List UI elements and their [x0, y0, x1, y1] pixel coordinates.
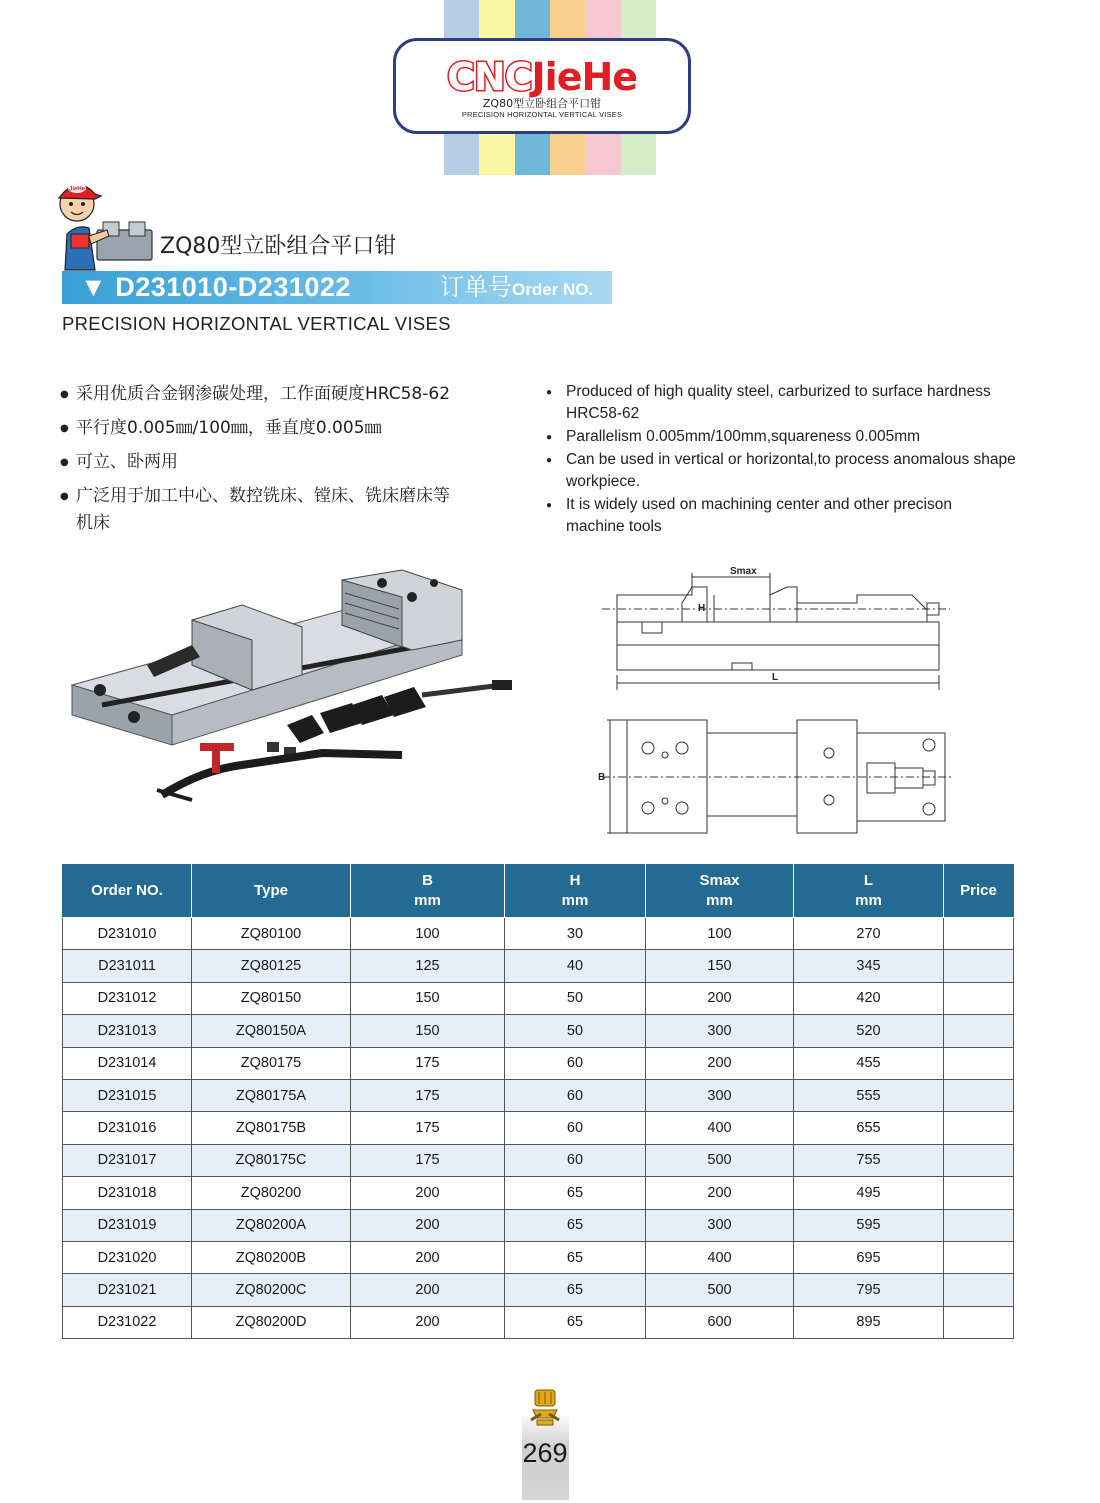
table-cell: 400	[646, 1112, 794, 1144]
table-cell: ZQ80125	[192, 950, 351, 982]
order-number-bar	[62, 271, 612, 304]
table-cell: 175	[351, 1047, 505, 1079]
table-cell: ZQ80200	[192, 1177, 351, 1209]
table-cell: 175	[351, 1144, 505, 1176]
table-cell: 65	[505, 1241, 646, 1273]
table-cell: ZQ80200D	[192, 1306, 351, 1338]
table-cell: 30	[505, 918, 646, 950]
table-cell: 520	[794, 1015, 944, 1047]
table-cell: 65	[505, 1209, 646, 1241]
table-cell	[944, 1047, 1014, 1079]
header-type: Type	[192, 865, 351, 918]
table-cell: 300	[646, 1079, 794, 1111]
table-cell: 300	[646, 1209, 794, 1241]
table-cell: 125	[351, 950, 505, 982]
table-cell: 200	[351, 1209, 505, 1241]
table-cell: 400	[646, 1241, 794, 1273]
table-row	[63, 1306, 1014, 1338]
table-cell	[944, 950, 1014, 982]
table-cell: 755	[794, 1144, 944, 1176]
order-label	[440, 271, 593, 307]
table-cell: 200	[351, 1177, 505, 1209]
table-cell: 175	[351, 1112, 505, 1144]
table-cell: 595	[794, 1209, 944, 1241]
table-cell	[944, 1015, 1014, 1047]
table-cell: ZQ80200B	[192, 1241, 351, 1273]
table-cell: ZQ80200C	[192, 1274, 351, 1306]
table-row	[63, 1079, 1014, 1111]
table-cell: D231022	[63, 1306, 192, 1338]
table-cell: 455	[794, 1047, 944, 1079]
table-header-row	[63, 865, 1014, 918]
header-l: L mm	[794, 865, 944, 918]
product-title-cn: ZQ80型立卧组合平口钳	[160, 234, 397, 259]
svg-text:JieHe: JieHe	[68, 186, 86, 193]
feature-en-item: ● Can be used in vertical or horizontal,to process anomalous shape workpiece.	[546, 449, 1046, 493]
brand-logo	[393, 38, 691, 134]
table-cell	[944, 1112, 1014, 1144]
table-cell: 100	[351, 918, 505, 950]
table-cell: 60	[505, 1079, 646, 1111]
table-cell: ZQ80150	[192, 982, 351, 1014]
table-row	[63, 1274, 1014, 1306]
table-cell: ZQ80175B	[192, 1112, 351, 1144]
table-cell: 500	[646, 1144, 794, 1176]
trophy-icon	[527, 1388, 563, 1428]
table-cell: 495	[794, 1177, 944, 1209]
smax-label: Smax	[730, 566, 757, 577]
feature-cn-item: ● 平行度0.005㎜/100㎜，垂直度0.005㎜	[60, 415, 520, 442]
table-cell: D231020	[63, 1241, 192, 1273]
order-label-en: Order NO.	[512, 280, 594, 299]
table-cell	[944, 1177, 1014, 1209]
table-cell	[944, 1274, 1014, 1306]
feature-cn-item: ● 可立、卧两用	[60, 449, 520, 476]
table-cell: ZQ80175C	[192, 1144, 351, 1176]
table-cell	[944, 1209, 1014, 1241]
table-cell: 65	[505, 1274, 646, 1306]
table-cell: 200	[646, 1177, 794, 1209]
feature-en-item: ● Parallelism 0.005mm/100mm,squareness 0.005mm	[546, 426, 1046, 448]
table-cell: ZQ80175	[192, 1047, 351, 1079]
table-cell: D231017	[63, 1144, 192, 1176]
feature-cn-item: ● 广泛用于加工中心、数控铣床、镗床、铣床磨床等机床	[60, 483, 456, 537]
table-cell: 65	[505, 1306, 646, 1338]
h-label: H	[698, 603, 706, 614]
table-cell: 270	[794, 918, 944, 950]
table-cell	[944, 1306, 1014, 1338]
table-cell: 200	[646, 1047, 794, 1079]
table-cell: D231021	[63, 1274, 192, 1306]
table-cell: 500	[646, 1274, 794, 1306]
table-cell: D231018	[63, 1177, 192, 1209]
b-label: B	[598, 772, 606, 783]
feature-en-item: ● Produced of high quality steel, carburized to surface hardness HRC58-62	[546, 381, 1016, 425]
table-row	[63, 918, 1014, 950]
table-cell: 200	[351, 1241, 505, 1273]
table-cell: 150	[351, 1015, 505, 1047]
table-row	[63, 1015, 1014, 1047]
table-cell: 200	[351, 1306, 505, 1338]
table-cell: 60	[505, 1047, 646, 1079]
feature-cn-item: ● 采用优质合金钢渗碳处理，工作面硬度HRC58-62	[60, 381, 520, 408]
table-cell: 555	[794, 1079, 944, 1111]
table-cell: ZQ80200A	[192, 1209, 351, 1241]
table-cell: 40	[505, 950, 646, 982]
table-cell: 60	[505, 1112, 646, 1144]
features-cn-list	[60, 381, 520, 544]
logo-cnc-text: CNC	[446, 55, 532, 99]
header-smax: Smax mm	[646, 865, 794, 918]
table-cell: 50	[505, 1015, 646, 1047]
table-cell: 655	[794, 1112, 944, 1144]
table-cell: 795	[794, 1274, 944, 1306]
table-cell: 65	[505, 1177, 646, 1209]
table-cell: 200	[646, 982, 794, 1014]
table-row	[63, 1112, 1014, 1144]
technical-drawing	[592, 565, 962, 840]
header-h: H mm	[505, 865, 646, 918]
header-order-no: Order NO.	[63, 865, 192, 918]
table-cell: 345	[794, 950, 944, 982]
table-cell: ZQ80150A	[192, 1015, 351, 1047]
logo-subtitle-en: PRECISION HORIZONTAL VERTICAL VISES	[461, 110, 623, 119]
table-row	[63, 1241, 1014, 1273]
logo-brand-name	[396, 57, 688, 97]
table-cell: 50	[505, 982, 646, 1014]
table-cell: 695	[794, 1241, 944, 1273]
table-cell: 150	[351, 982, 505, 1014]
table-cell: D231019	[63, 1209, 192, 1241]
table-cell: D231016	[63, 1112, 192, 1144]
header-price: Price	[944, 865, 1014, 918]
l-label: L	[772, 672, 779, 683]
table-cell: D231014	[63, 1047, 192, 1079]
table-cell: 100	[646, 918, 794, 950]
table-cell: ZQ80100	[192, 918, 351, 950]
table-cell: 895	[794, 1306, 944, 1338]
table-row	[63, 982, 1014, 1014]
table-cell: D231011	[63, 950, 192, 982]
table-cell	[944, 1079, 1014, 1111]
feature-en-item: ● It is widely used on machining center and other precison machine tools	[546, 494, 986, 538]
order-label-cn: 订单号	[440, 273, 512, 301]
vise-product-image	[62, 565, 532, 805]
table-cell	[944, 918, 1014, 950]
table-row	[63, 1047, 1014, 1079]
features-en-list	[546, 381, 1046, 539]
table-row	[63, 1177, 1014, 1209]
table-row	[63, 950, 1014, 982]
table-cell: 150	[646, 950, 794, 982]
table-cell: D231015	[63, 1079, 192, 1111]
header-b: B mm	[351, 865, 505, 918]
table-cell: D231013	[63, 1015, 192, 1047]
mascot-icon	[55, 172, 155, 272]
table-body	[63, 918, 1014, 1339]
table-cell	[944, 982, 1014, 1014]
table-cell	[944, 1241, 1014, 1273]
table-row	[63, 1209, 1014, 1241]
table-row	[63, 1144, 1014, 1176]
table-cell: 175	[351, 1079, 505, 1111]
table-cell: 300	[646, 1015, 794, 1047]
table-cell: 200	[351, 1274, 505, 1306]
table-cell: 60	[505, 1144, 646, 1176]
logo-jiehe-text: JieHe	[531, 55, 638, 99]
order-range: ▼ D231010-D231022	[80, 272, 351, 302]
table-cell: 420	[794, 982, 944, 1014]
table-cell: D231012	[63, 982, 192, 1014]
table-cell	[944, 1144, 1014, 1176]
specification-table	[62, 864, 1014, 1339]
table-cell: D231010	[63, 918, 192, 950]
table-cell: ZQ80175A	[192, 1079, 351, 1111]
product-title-en: PRECISION HORIZONTAL VERTICAL VISES	[62, 313, 451, 334]
page-number: 269	[522, 1438, 568, 1468]
logo-subtitle-cn: ZQ80型立卧组合平口钳	[482, 97, 602, 110]
table-cell: 600	[646, 1306, 794, 1338]
